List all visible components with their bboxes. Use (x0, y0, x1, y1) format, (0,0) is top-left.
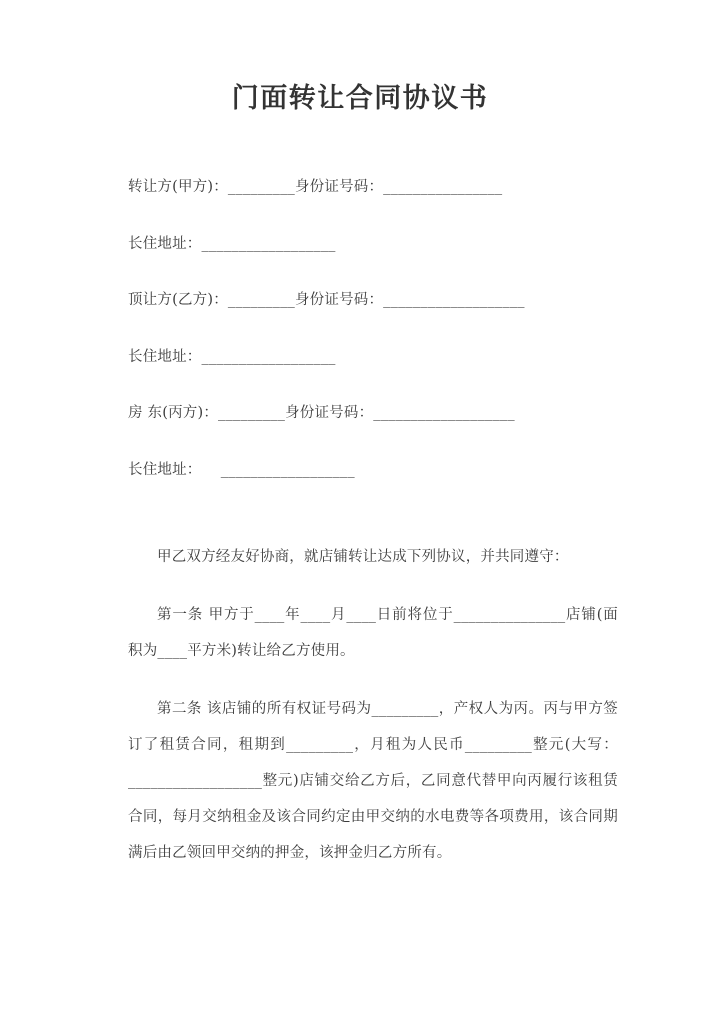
field-transferee-address: 长住地址：__________________ (128, 348, 336, 365)
page-title: 门面转让合同协议书 (231, 83, 489, 114)
intro-paragraph: 甲乙双方经友好协商，就店铺转让达成下列协议，并共同遵守： (157, 549, 569, 565)
article-1-paragraph: 第一条 甲方于____年____月____日前将位于_______________店铺(面积为____平方米)转让给乙方使用。 (128, 607, 618, 659)
spacer (128, 669, 618, 691)
spacer (128, 519, 618, 539)
field-landlord: 房 东(丙方)：_________身份证号码：___________________ (128, 405, 515, 421)
spacer (128, 575, 618, 597)
document-body (128, 180, 618, 871)
field-landlord-address: 长住地址： __________________ (128, 461, 355, 478)
field-transferor: 转让方(甲方)：_________身份证号码：________________ (128, 179, 503, 195)
field-transferor-address: 长住地址：__________________ (128, 235, 336, 252)
field-transferee: 顶让方(乙方)：_________身份证号码：___________________ (128, 292, 525, 308)
article-2-paragraph: 第二条 该店铺的所有权证号码为_________，产权人为丙。丙与甲方签订了租赁合同，租期到_________，月租为人民币_________整元(大写：__________________整元)店铺交给乙方后，乙同意代替甲向丙履行该租赁合同，每月交纳租金及该合同约定由甲交纳的水电费等各项费用，该合同期满后由乙领回甲交纳的押金，该押金归乙方所有。 (128, 701, 618, 861)
